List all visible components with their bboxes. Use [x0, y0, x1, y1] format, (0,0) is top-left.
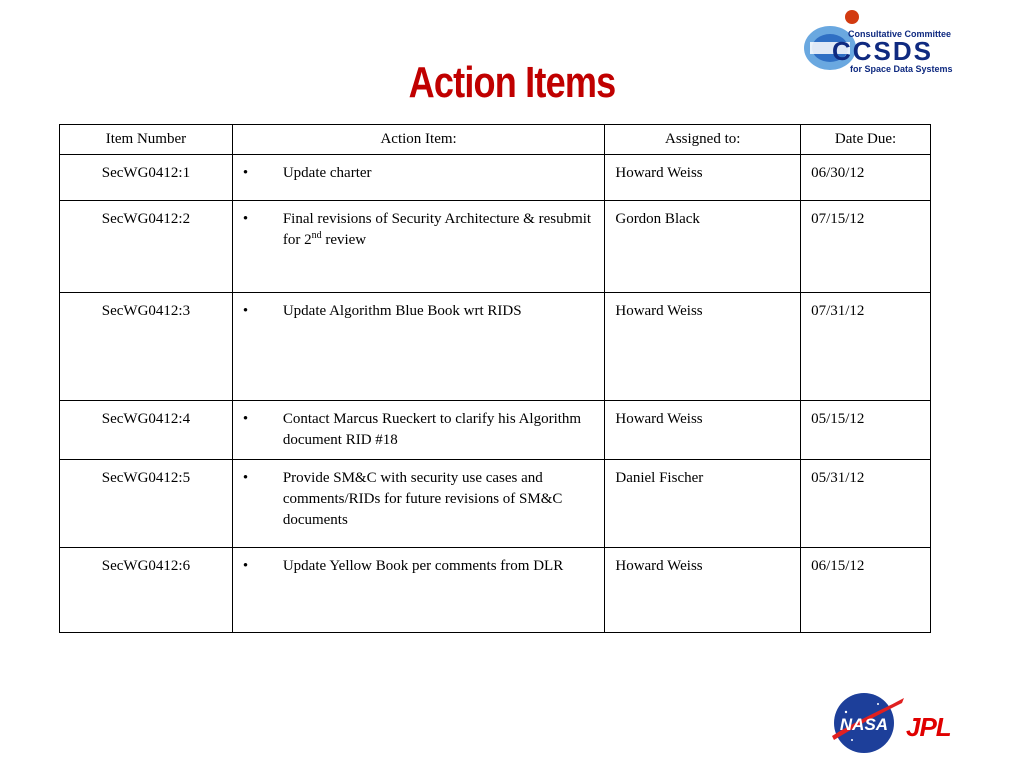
bullet: •	[242, 470, 249, 486]
bullet: •	[242, 211, 249, 227]
ccsds-logo	[802, 8, 960, 78]
action-item	[232, 401, 605, 460]
item-number: SecWG0412:2	[60, 201, 233, 293]
header-item-number: Item Number	[60, 125, 233, 155]
action-text: Provide SM&C with security use cases and comments/RIDs for future revisions of SM&C documents	[282, 470, 563, 528]
jpl-logo: JPL	[906, 712, 951, 742]
table-row	[60, 293, 931, 401]
action-text-main: Final revisions of Security Architecture & resubmit for 2	[282, 211, 592, 248]
assigned-to: Daniel Fischer	[605, 460, 801, 548]
action-text: Update charter	[282, 165, 372, 181]
table-row	[60, 155, 931, 201]
date-due: 05/15/12	[801, 401, 931, 460]
table-row	[60, 201, 931, 293]
table-row	[60, 548, 931, 633]
item-number: SecWG0412:1	[60, 155, 233, 201]
bullet: •	[242, 558, 249, 574]
nasa-meatball-icon	[828, 690, 908, 756]
assigned-to: Howard Weiss	[605, 293, 801, 401]
date-due: 06/30/12	[801, 155, 931, 201]
ccsds-line1: Consultative Committee	[848, 29, 952, 39]
header-date-due: Date Due:	[801, 125, 931, 155]
action-text-end: review	[321, 232, 367, 248]
action-item	[232, 201, 605, 293]
bullet: •	[242, 165, 249, 181]
header-action-item: Action Item:	[232, 125, 605, 155]
header-assigned-to: Assigned to:	[605, 125, 801, 155]
bullet: •	[242, 411, 249, 427]
date-due: 06/15/12	[801, 548, 931, 633]
bullet: •	[242, 303, 249, 319]
action-item	[232, 155, 605, 201]
item-number: SecWG0412:5	[60, 460, 233, 548]
svg-text:CCSDS: CCSDS	[832, 36, 934, 66]
item-number: SecWG0412:4	[60, 401, 233, 460]
action-text	[283, 209, 595, 251]
assigned-to: Howard Weiss	[605, 155, 801, 201]
nasa-wordmark: NASA	[839, 715, 889, 734]
action-item	[232, 460, 605, 548]
action-text: Update Yellow Book per comments from DLR	[282, 558, 564, 574]
action-item	[232, 548, 605, 633]
date-due: 07/15/12	[801, 201, 931, 293]
table-row	[60, 460, 931, 548]
slide-title: Action Items	[408, 58, 616, 107]
assigned-to: Howard Weiss	[605, 548, 801, 633]
item-number: SecWG0412:3	[60, 293, 233, 401]
date-due: 05/31/12	[801, 460, 931, 548]
date-due: 07/31/12	[801, 293, 931, 401]
action-text-superscript: nd	[311, 230, 322, 241]
item-number: SecWG0412:6	[60, 548, 233, 633]
action-item	[232, 293, 605, 401]
table-header-row	[60, 125, 931, 155]
assigned-to: Gordon Black	[605, 201, 801, 293]
nasa-logo	[828, 690, 908, 761]
action-items-table	[59, 124, 931, 633]
assigned-to: Howard Weiss	[605, 401, 801, 460]
table-row	[60, 401, 931, 460]
action-text: Contact Marcus Rueckert to clarify his Algorithm document RID #18	[282, 411, 582, 448]
action-text: Update Algorithm Blue Book wrt RIDS	[282, 303, 522, 319]
ccsds-line2: for Space Data Systems	[850, 64, 953, 74]
